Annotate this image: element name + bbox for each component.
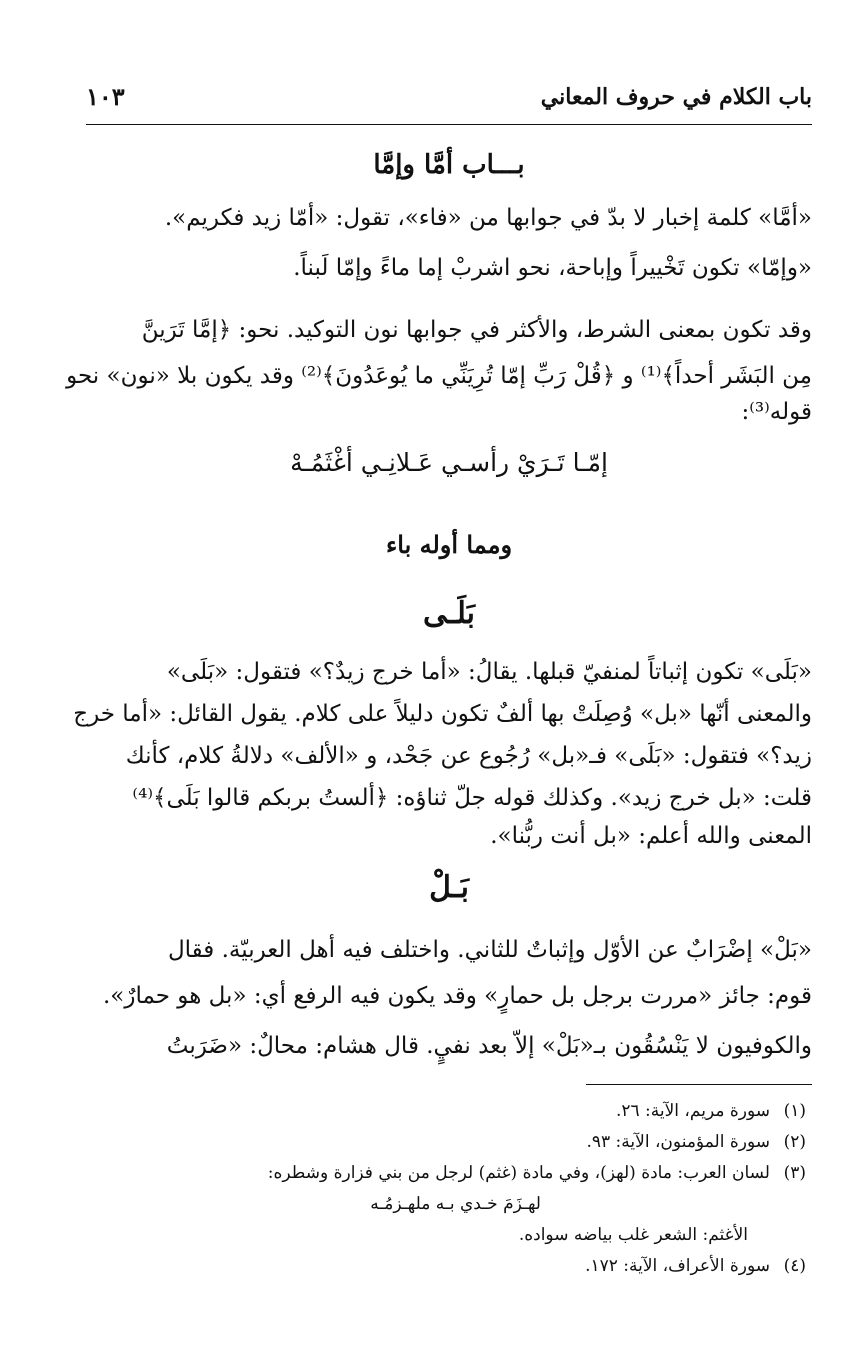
paragraph-condition-line-3: قوله⁽³⁾: [741, 399, 812, 425]
entry-title-bala: بَلَـى [422, 596, 476, 631]
footnotes [86, 1096, 806, 1282]
bala-line-4: قلت: «بل خرج زيد». وكذلك قوله جلّ ثناؤه: ﴿ألستُ بربكم قالوا بَلَى﴾⁽⁴⁾ [132, 785, 812, 811]
page-header [86, 84, 812, 124]
bal-line-1: «بَلْ» إضْرَابٌ عن الأوّل وإثباتٌ للثاني. واختلف فيه أهل العربيّة. فقال [167, 937, 812, 963]
footnote-3-gloss: الأغثم: الشعر غلب بياضه سواده. [518, 1225, 748, 1245]
bala-line-2: والمعنى أنّها «بل» وُصِلَتْ بها ألفٌ تكون دليلاً على كلام. يقول القائل: «أما خرج [73, 701, 812, 727]
footnote-text: سورة الأعراف، الآية: ١٧٢. [585, 1256, 770, 1276]
running-head: باب الكلام في حروف المعاني [540, 84, 812, 110]
footnote-3-verse: لهـزَمَ خـدي بـه ملهـزمُـه [370, 1194, 541, 1214]
footnote-2 [86, 1127, 806, 1158]
bal-line-2: قوم: جائز «مررت برجل بل حمارٍ» وقد يكون فيه الرفع أي: «بل هو حمارٌ». [102, 983, 812, 1009]
footnote-text: سورة مريم، الآية: ٢٦. [615, 1101, 770, 1121]
paragraph-condition-line-2: مِن البَشَر أحداً﴾⁽¹⁾ و ﴿قُلْ رَبِّ إمّا تُرِيَنِّي ما يُوعَدُونَ﴾⁽²⁾ وقد يكون بلا «نون» نحو [66, 363, 812, 389]
section-title-ba: ومما أوله باء [385, 530, 513, 559]
bala-line-3: زيد؟» فتقول: «بَلَى» فـ«بل» رُجُوع عن جَحْد، و «الألف» دلالةُ كلام، كأنك [125, 743, 812, 769]
header-rule [86, 124, 812, 125]
footnote-1 [86, 1096, 806, 1127]
paragraph-amma: «أمَّا» كلمة إخبار لا بدّ في جوابها من «فاء»، تقول: «أمّا زيد فكريم». [164, 205, 812, 231]
footnote-text: لسان العرب: مادة (لهز)، وفي مادة (غثم) لرجل من بني فزارة وشطره: [267, 1163, 770, 1183]
footnote-3 [86, 1158, 806, 1189]
entry-title-bal: بَـلْ [429, 870, 469, 905]
footnote-4 [86, 1251, 806, 1282]
paragraph-condition-line-1: وقد تكون بمعنى الشرط، والأكثر في جوابها نون التوكيد. نحو: ﴿إمَّا تَرَينَّ [141, 317, 812, 343]
bala-line-1: «بَلَى» تكون إثباتاً لمنفيّ قبلها. يقالُ: «أما خرج زيدٌ؟» فتقول: «بَلَى» [166, 659, 812, 685]
page-number: ١٠٣ [86, 82, 125, 111]
footnote-number: (٣) [783, 1163, 806, 1183]
poetry-verse: إمّـا تَـرَيْ رأسـي عَـلانِـي أغْثَمُـهْ [290, 448, 608, 477]
paragraph-imma: «وإمّا» تكون تَخْييراً وإباحة، نحو اشربْ إما ماءً وإمّا لَبناً. [293, 255, 812, 281]
bala-line-5: المعنى والله أعلم: «بل أنت ربُّنا». [490, 823, 812, 849]
section-title-amma-imma: بـــاب أمَّا وإمَّا [373, 150, 525, 180]
footnote-rule [586, 1084, 812, 1085]
footnote-text: سورة المؤمنون، الآية: ٩٣. [586, 1132, 770, 1152]
footnote-number: (١) [783, 1101, 806, 1121]
bal-line-3: والكوفيون لا يَنْسُقُون بـ«بَلْ» إلاّ بعد نفيٍ. قال هشام: محالٌ: «ضَرَبتُ [166, 1033, 812, 1059]
footnote-number: (٤) [783, 1256, 806, 1276]
footnote-number: (٢) [783, 1132, 806, 1152]
